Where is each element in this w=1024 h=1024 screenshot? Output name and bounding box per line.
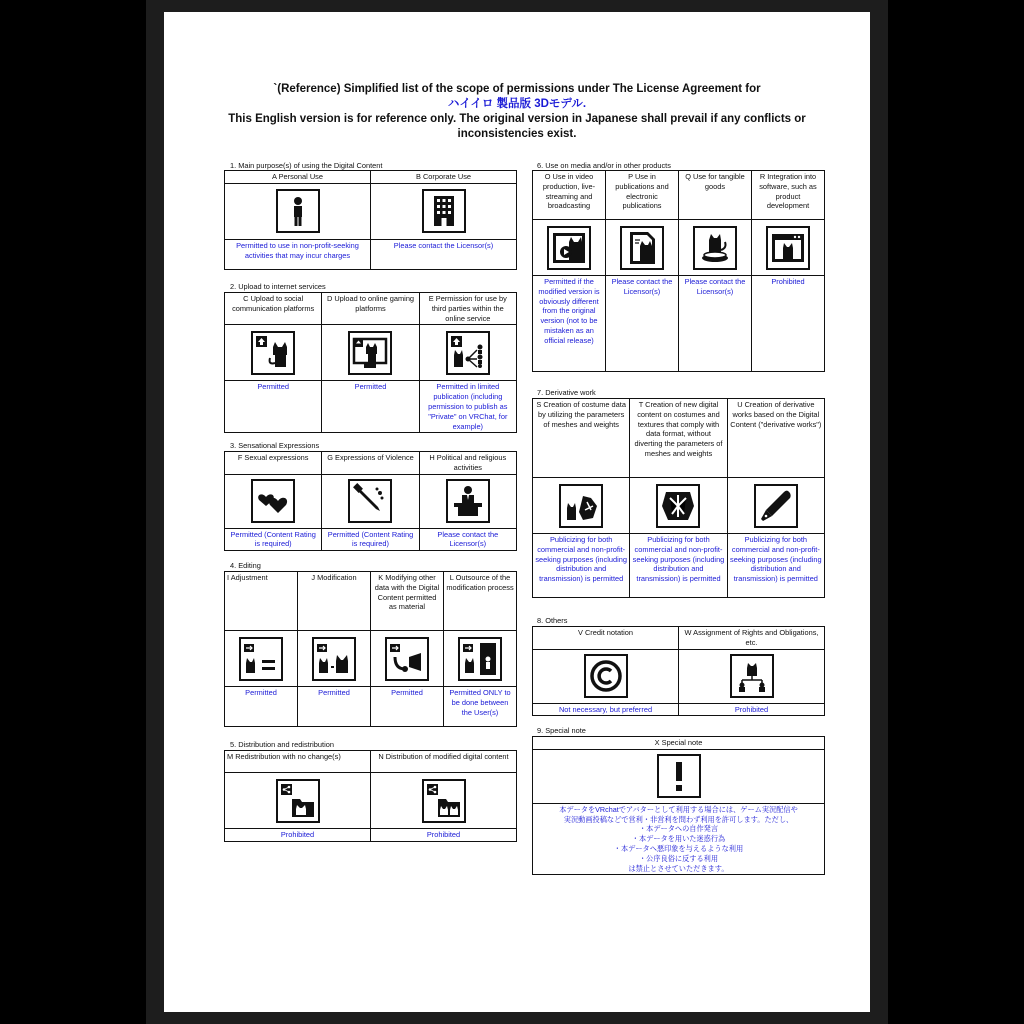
costume-icon bbox=[559, 484, 603, 528]
building-icon bbox=[422, 189, 466, 233]
col-header: J Modification bbox=[298, 572, 371, 631]
exclamation-icon bbox=[657, 754, 701, 798]
pen-nib-icon bbox=[754, 484, 798, 528]
section-3-table bbox=[224, 451, 517, 551]
copyright-icon bbox=[584, 654, 628, 698]
section-3-label: 3. Sensational Expressions bbox=[230, 441, 320, 450]
status-text: Please contact the Licensor(s) bbox=[419, 528, 516, 551]
section-8-label: 8. Others bbox=[537, 616, 568, 625]
status-text: Prohibited bbox=[679, 703, 825, 716]
status-text: Prohibited bbox=[225, 829, 371, 842]
title-line-1: `(Reference) Simplified list of the scope of permissions under The License Agreement for bbox=[273, 83, 761, 95]
col-header: F Sexual expressions bbox=[225, 452, 322, 475]
section-5-label: 5. Distribution and redistribution bbox=[230, 740, 334, 749]
col-header: H Political and religious activities bbox=[419, 452, 516, 475]
section-6-table bbox=[532, 170, 825, 372]
note-line: ・本データを用いた迷惑行為 bbox=[631, 834, 726, 844]
status-text: Publicizing for both commercial and non-profit-seeking purposes (including distribution and transmission) is permitted bbox=[533, 534, 630, 598]
status-text: Permitted in limited publication (including permission to publish as "Private" on VRChat, for example) bbox=[419, 381, 516, 433]
col-header: X Special note bbox=[533, 737, 825, 750]
status-text: Permitted bbox=[322, 381, 419, 433]
title-line-2: ハイイロ 製品版 3Dモデル. bbox=[447, 98, 587, 110]
section-7-label: 7. Derivative work bbox=[537, 388, 596, 397]
person-icon bbox=[276, 189, 320, 233]
col-header: P Use in publications and electronic publications bbox=[606, 171, 679, 220]
col-header: K Modifying other data with the Digital Content permitted as material bbox=[371, 572, 444, 631]
status-text: Permitted bbox=[371, 687, 444, 727]
window-cat-icon bbox=[766, 226, 810, 270]
col-header: O Use in video production, live-streaming and broadcasting bbox=[533, 171, 606, 220]
col-header: I Adjustment bbox=[225, 572, 298, 631]
section-8-table bbox=[532, 626, 825, 716]
podium-icon bbox=[446, 479, 490, 523]
title-line-3: This English version is for reference only. The original version in Japanese shall prevail if any conflicts or bbox=[228, 113, 806, 125]
video-cat-icon bbox=[547, 226, 591, 270]
col-header: Q Use for tangible goods bbox=[679, 171, 752, 220]
col-header: W Assignment of Rights and Obligations, etc. bbox=[679, 627, 825, 650]
special-note-text bbox=[533, 803, 825, 875]
status-text: Permitted ONLY to be done between the User(s) bbox=[444, 687, 517, 727]
outsource-icon bbox=[458, 637, 502, 681]
redistribute-icon bbox=[276, 779, 320, 823]
page-title bbox=[164, 82, 870, 142]
status-text: Please contact the Licensor(s) bbox=[371, 239, 517, 269]
status-text: Permitted (Content Rating is required) bbox=[225, 528, 322, 551]
figure-cat-icon bbox=[693, 226, 737, 270]
status-text: Permitted bbox=[298, 687, 371, 727]
title-line-4: inconsistencies exist. bbox=[457, 128, 577, 140]
hearts-icon bbox=[251, 479, 295, 523]
status-text: Permitted if the modified version is obviously different from the original version (not to be mistaken as an official release) bbox=[533, 276, 606, 372]
section-2-table bbox=[224, 292, 517, 433]
status-text: Please contact the Licensor(s) bbox=[606, 276, 679, 372]
status-text: Please contact the Licensor(s) bbox=[679, 276, 752, 372]
status-text: Permitted (Content Rating is required) bbox=[322, 528, 419, 551]
modify-icon bbox=[312, 637, 356, 681]
section-9-label: 9. Special note bbox=[537, 726, 586, 735]
col-header: E Permission for use by third parties within the online service bbox=[419, 293, 516, 325]
status-text: Permitted to use in non-profit-seeking activities that may incur charges bbox=[225, 239, 371, 269]
col-header: T Creation of new digital content on costumes and textures that comply with data format, without diverting the parameters of meshes and weights bbox=[630, 399, 727, 478]
status-text: Publicizing for both commercial and non-profit-seeking purposes (including distribution and transmission) is permitted bbox=[727, 534, 824, 598]
status-text: Prohibited bbox=[752, 276, 825, 372]
assignment-icon bbox=[730, 654, 774, 698]
monitor-cat-icon bbox=[348, 331, 392, 375]
section-6-label: 6. Use on media and/or in other products bbox=[537, 161, 671, 170]
col-header: V Credit notation bbox=[533, 627, 679, 650]
document-cat-icon bbox=[620, 226, 664, 270]
status-text: Permitted bbox=[225, 381, 322, 433]
section-1-table bbox=[224, 170, 517, 270]
col-header: B Corporate Use bbox=[371, 171, 517, 184]
section-4-label: 4. Editing bbox=[230, 561, 261, 570]
status-text: Not necessary, but preferred bbox=[533, 703, 679, 716]
col-header: G Expressions of Violence bbox=[322, 452, 419, 475]
col-header: U Creation of derivative works based on the Digital Content ("derivative works") bbox=[727, 399, 824, 478]
col-header: R Integration into software, such as product development bbox=[752, 171, 825, 220]
status-text: Permitted bbox=[225, 687, 298, 727]
note-line: ・本データへの自作発言 bbox=[638, 824, 719, 834]
document-page bbox=[164, 12, 870, 1012]
section-1-label: 1. Main purpose(s) of using the Digital Content bbox=[230, 161, 383, 170]
status-text: Prohibited bbox=[371, 829, 517, 842]
share-cat-icon bbox=[446, 331, 490, 375]
note-line: ・本データへ悪印象を与えるような利用 bbox=[613, 843, 744, 853]
section-7-table bbox=[532, 398, 825, 598]
adjust-icon bbox=[239, 637, 283, 681]
note-line: は禁止とさせていただきます。 bbox=[628, 863, 729, 873]
note-line: ・公序良俗に反する利用 bbox=[638, 853, 719, 863]
section-9-table bbox=[532, 736, 825, 875]
col-header: D Upload to online gaming platforms bbox=[322, 293, 419, 325]
col-header: N Distribution of modified digital content bbox=[371, 751, 517, 773]
knife-icon bbox=[348, 479, 392, 523]
section-4-table bbox=[224, 571, 517, 727]
note-line: 本データをVRchatでアバターとして利用する場合には、ゲーム実況配信や bbox=[559, 804, 798, 814]
distribute-modified-icon bbox=[422, 779, 466, 823]
section-5-table bbox=[224, 750, 517, 842]
section-2-label: 2. Upload to internet services bbox=[230, 282, 326, 291]
upload-cat-icon bbox=[251, 331, 295, 375]
texture-icon bbox=[656, 484, 700, 528]
status-text: Publicizing for both commercial and non-profit-seeking purposes (including distribution and transmission) is permitted bbox=[630, 534, 727, 598]
col-header: M Redistribution with no change(s) bbox=[225, 751, 371, 773]
note-line: 実況動画投稿などで営利・非営利を問わず利用を許可します。ただし、 bbox=[563, 814, 794, 824]
col-header: C Upload to social communication platforms bbox=[225, 293, 322, 325]
col-header: S Creation of costume data by utilizing the parameters of meshes and weights bbox=[533, 399, 630, 478]
col-header: L Outsource of the modification process bbox=[444, 572, 517, 631]
material-icon bbox=[385, 637, 429, 681]
col-header: A Personal Use bbox=[225, 171, 371, 184]
